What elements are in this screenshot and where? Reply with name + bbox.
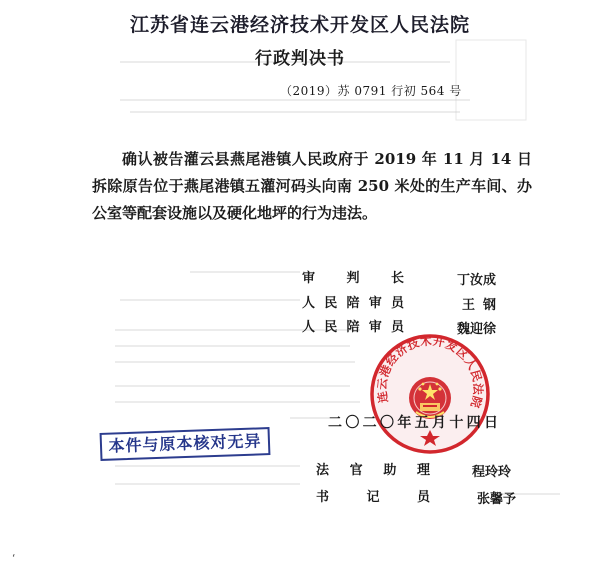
signature-role-clerk: 书记员	[316, 490, 430, 505]
signature-role-presiding-judge: 审判长	[302, 271, 404, 286]
court-name: 江苏省连云港经济技术开发区人民法院	[129, 14, 470, 36]
judgment-body: 确认被告灌云县燕尾港镇人民政府于 2019 年 11 月 14 日拆除原告位于燕尾港镇五灌河码头向南 250 米处的生产车间、办公室等配套设施以及硬化地坪的行为违法。	[92, 150, 532, 222]
signature-role-juror-2: 人民陪审员	[302, 320, 404, 335]
signature-name-juror-2: 魏迎徐	[457, 322, 497, 337]
signature-name-juror-1: 王钢	[462, 298, 505, 313]
signature-name-judge-assistant: 程玲玲	[472, 465, 512, 480]
page-corner-mark: ‘	[12, 552, 16, 565]
seal-text: 连云港经济技术开发区人民法院	[374, 333, 486, 410]
copy-verification-stamp: 本件与原本核对无异	[100, 427, 271, 461]
document-type: 行政判决书	[255, 49, 345, 69]
court-seal	[368, 332, 492, 456]
signature-role-judge-assistant: 法官助理	[316, 463, 430, 478]
judgment-date: 二〇二〇年五月十四日	[328, 415, 500, 431]
signature-name-presiding-judge: 丁汝成	[457, 273, 497, 288]
case-number: （2019）苏 0791 行初 564 号	[280, 84, 462, 98]
signature-role-juror-1: 人民陪审员	[302, 296, 404, 311]
signature-name-clerk: 张馨予	[477, 492, 517, 507]
